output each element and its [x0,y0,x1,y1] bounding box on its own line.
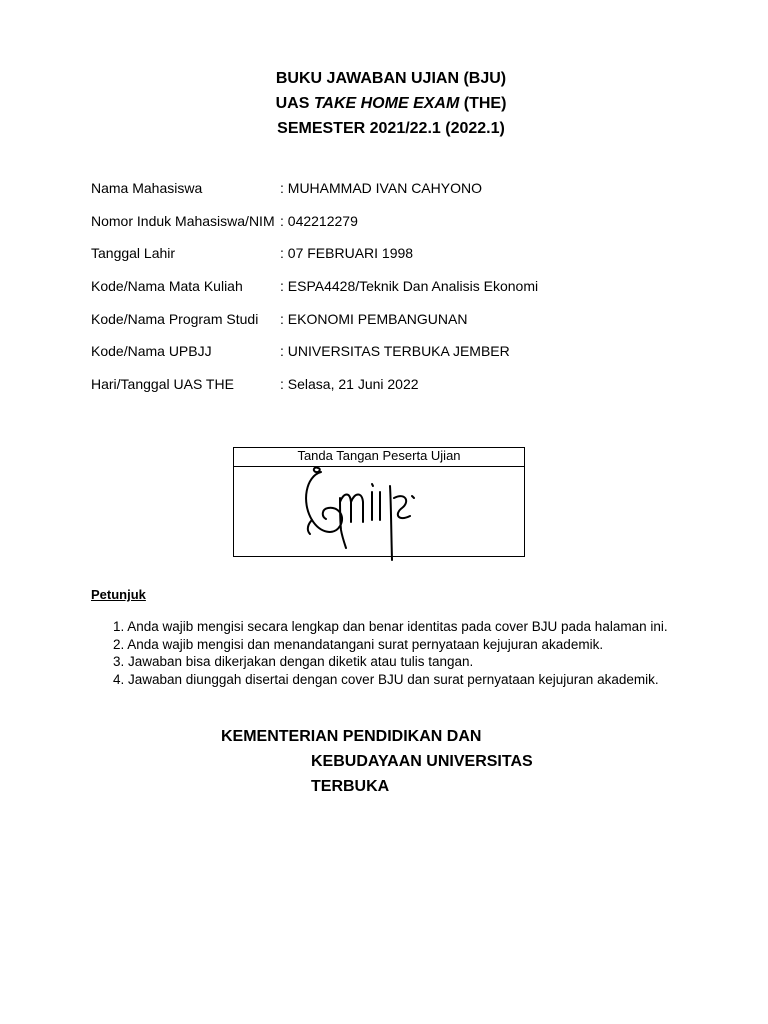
instruction-list [113,618,668,688]
identity-value: : MUHAMMAD IVAN CAHYONO [280,180,482,196]
title-line-2-suffix: (THE) [459,95,507,112]
document-title [0,66,768,141]
identity-value: : 042212279 [280,212,358,229]
title-line-2-prefix: UAS [275,95,314,112]
identity-value: : Selasa, 21 Juni 2022 [280,376,419,393]
identity-label: Hari/Tanggal UAS THE [91,376,234,393]
title-line-2 [0,91,768,116]
signature-box-title: Tanda Tangan Peserta Ujian [234,448,524,467]
footer-line-1: KEMENTERIAN PENDIDIKAN DAN [221,728,482,745]
instruction-item: 1. Anda wajib mengisi secara lengkap dan benar identitas pada cover BJU pada halaman ini. [113,619,668,634]
identity-row-upbjj [91,343,538,376]
instruction-item: 2. Anda wajib mengisi dan menandatangani surat pernyataan kejujuran akademik. [113,636,604,652]
identity-row-course [91,278,538,311]
identity-value: : ESPA4428/Teknik Dan Analisis Ekonomi [280,278,539,295]
identity-section [91,180,538,409]
identity-label: Kode/Nama Mata Kuliah [91,278,243,295]
title-line-1: BUKU JAWABAN UJIAN (BJU) [275,70,507,87]
petunjuk-title: Petunjuk [91,587,146,602]
identity-row-birthdate [91,245,538,278]
identity-row-nim [91,213,538,246]
title-line-3: SEMESTER 2021/22.1 (2022.1) [277,120,505,137]
identity-value: : 07 FEBRUARI 1998 [280,245,414,262]
footer-line-2: KEBUDAYAAN UNIVERSITAS [311,753,533,770]
identity-value: : UNIVERSITAS TERBUKA JEMBER [280,343,510,360]
identity-row-program [91,311,538,344]
instruction-item: 3. Jawaban bisa dikerjakan dengan diketik atau tulis tangan. [113,654,474,669]
identity-label: Kode/Nama UPBJJ [91,343,212,360]
handwritten-signature [294,462,464,562]
identity-row-name [91,180,538,213]
identity-value: : EKONOMI PEMBANGUNAN [280,310,468,327]
instruction-item: 4. Jawaban diunggah disertai dengan cover BJU dan surat pernyataan kejujuran akademik. [113,671,659,687]
identity-label: Tanggal Lahir [91,245,176,262]
identity-label: Nama Mahasiswa [91,180,203,196]
identity-row-exam-date [91,376,538,409]
footer-line-3: TERBUKA [311,778,390,795]
identity-label: Kode/Nama Program Studi [91,310,259,327]
identity-label: Nomor Induk Mahasiswa/NIM [91,212,275,229]
title-line-2-italic: TAKE HOME EXAM [313,95,460,112]
signature-box [233,447,525,557]
